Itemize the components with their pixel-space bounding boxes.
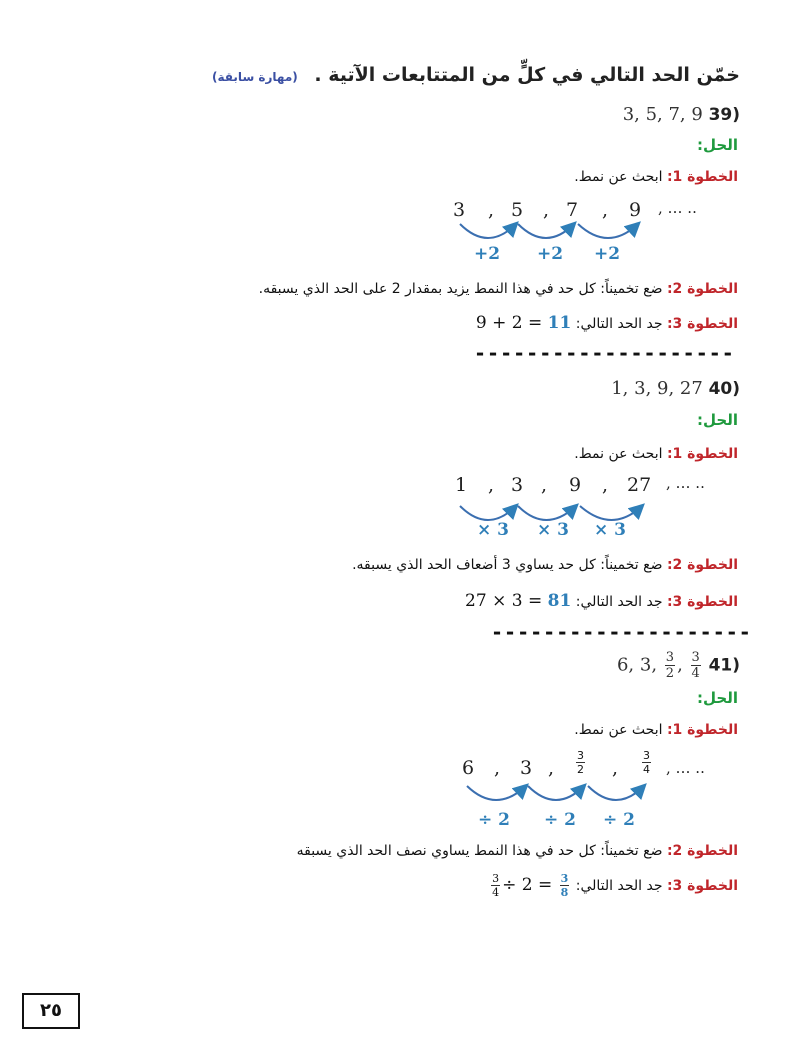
fraction-numerator: 3 [665,650,675,665]
fraction-denominator: 4 [691,666,700,681]
p41-step2 [297,843,738,859]
step2-label: الخطوة 2: [666,557,738,573]
comma: , [494,757,501,779]
separator-line: -------------------- [491,620,752,644]
operation-label: × 3 [477,520,509,540]
answer-fraction [560,872,570,899]
solution-label-40: الحل: [697,411,738,429]
ellipsis: , … .. [666,474,705,492]
problem-41-number: 41) [708,655,740,676]
problem-40-number: 40) [708,379,740,399]
fraction-numerator: 3 [691,650,700,665]
fraction-three-halves [665,650,675,681]
step1-text: ابحث عن نمط. [574,169,663,185]
step1-text: ابحث عن نمط. [574,722,663,738]
fraction-denominator: 8 [560,886,569,899]
separator-line: -------------------- [474,341,735,365]
step2-text: ضع تخميناً: كل حد يساوي 3 أضعاف الحد الذي يسبقه. [352,557,663,573]
fraction-denominator: 4 [492,886,500,899]
ellipsis: , … .. [666,759,705,777]
fraction-numerator: 3 [643,749,650,762]
fraction-numerator: 3 [492,872,500,885]
fraction-numerator: 3 [577,749,584,762]
solution-label-39: الحل: [697,136,738,154]
p40-step1 [574,446,738,462]
operation-label: ÷ 2 [478,810,510,830]
fraction-numerator: 3 [560,872,569,885]
comma: , [677,654,683,676]
fraction-denominator: 2 [665,666,675,681]
ellipsis: , … .. [658,199,697,217]
step3-label: الخطوة 3: [666,594,738,610]
problem-40-heading [611,378,740,399]
problem-39-sequence: 3, 5, 7, 9 [622,104,703,125]
comma: , [602,474,609,496]
term: 3 [511,474,524,496]
p41-step3 [489,872,738,899]
skill-badge: (مهارة سابقة) [212,70,298,84]
comma: , [488,199,495,221]
step3-text: جد الحد التالي: [575,316,663,332]
step1-text: ابحث عن نمط. [574,446,663,462]
fraction-three-quarters [491,872,500,899]
expr-left: 9 + 2 = [475,313,548,333]
fraction-three-quarters [691,650,701,681]
fraction-term [576,749,585,776]
step3-expression [465,591,571,611]
answer-value: 11 [547,313,572,333]
step3-text: جد الحد التالي: [575,594,663,610]
step1-label: الخطوة 1: [666,722,738,738]
comma: , [543,199,550,221]
p39-step3 [476,313,738,333]
operation-label: ÷ 2 [544,810,576,830]
step1-label: الخطوة 1: [666,169,738,185]
p40-step3 [465,591,738,611]
solution-label-41: الحل: [697,689,738,707]
step2-text: ضع تخميناً: كل حد في هذا النمط يساوي نصف الحد الذي يسبقه [296,843,663,859]
comma: , [488,474,495,496]
term: 7 [566,199,579,221]
term: 5 [511,199,524,221]
operation-label: +2 [594,244,621,264]
term: 9 [629,199,642,221]
problem-39-number: 39) [708,105,740,125]
step2-text: ضع تخميناً: كل حد في هذا النمط يزيد بمقدار 2 على الحد الذي يسبقه. [258,281,663,297]
step2-label: الخطوة 2: [666,843,738,859]
step2-label: الخطوة 2: [666,281,738,297]
step1-label: الخطوة 1: [666,446,738,462]
expr-tail: ÷ 2 = [502,875,558,895]
comma: , [602,199,609,221]
fraction-term [642,749,651,776]
problem-40-sequence: 1, 3, 9, 27 [611,378,703,399]
p40-step2 [352,557,738,573]
answer-value: 81 [547,591,572,611]
page-number: ٢٥ [22,993,80,1029]
operation-label: × 3 [537,520,569,540]
problem-41-prefix: 6, 3, [616,654,658,676]
operation-label: +2 [474,244,501,264]
term: 1 [455,474,468,496]
fraction-denominator: 2 [577,763,584,776]
term: 9 [569,474,582,496]
step3-expression [489,872,571,899]
comma: , [548,757,555,779]
operation-label: +2 [537,244,564,264]
problem-41-heading [617,650,740,681]
term: 3 [520,757,533,779]
operation-label: ÷ 2 [603,810,635,830]
title-text: خمّن الحد التالي في كلٍّ من المتتابعات الآتية . [314,64,740,86]
operation-label: × 3 [594,520,626,540]
p39-step2 [259,281,738,297]
step3-text: جد الحد التالي: [575,878,663,894]
step3-label: الخطوة 3: [666,878,738,894]
expr-left: 27 × 3 = [465,591,548,611]
comma: , [541,474,548,496]
step3-label: الخطوة 3: [666,316,738,332]
fraction-denominator: 4 [643,763,650,776]
comma: , [612,757,619,779]
p41-step1 [574,722,738,738]
term: 27 [627,474,652,496]
step3-expression [476,313,571,333]
term: 3 [453,199,466,221]
term: 6 [462,757,475,779]
